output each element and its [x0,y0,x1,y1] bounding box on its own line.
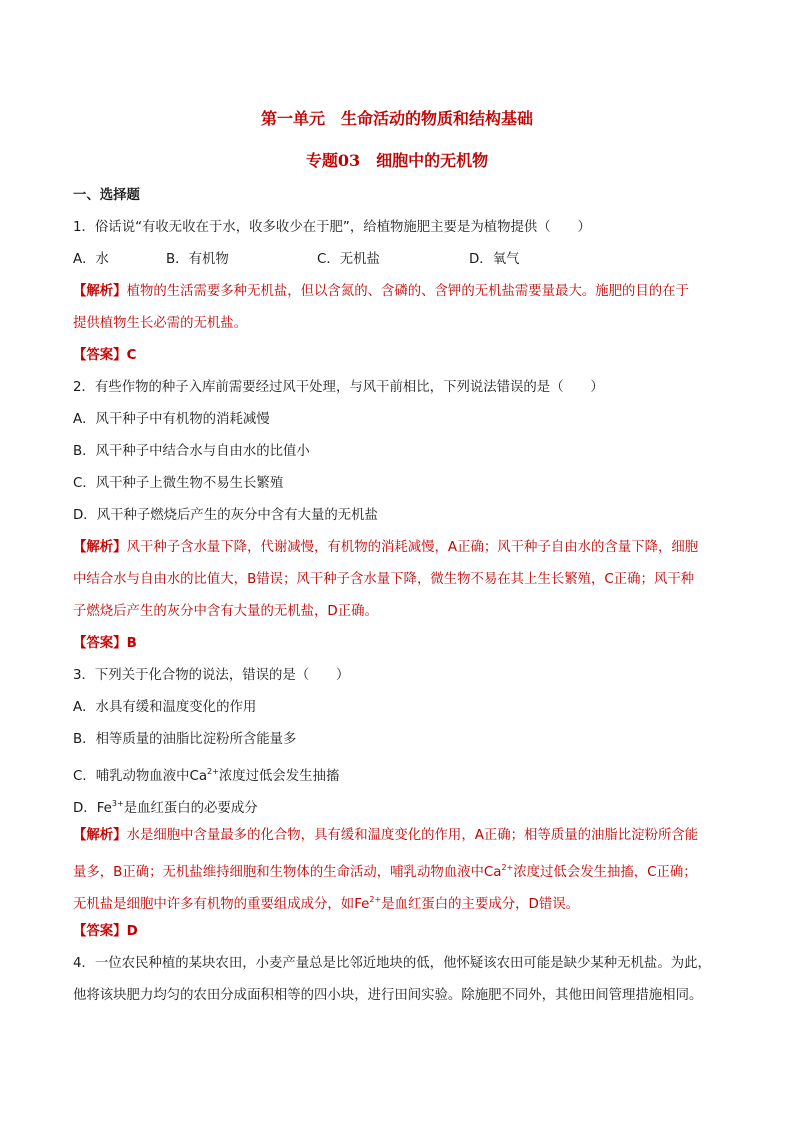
q2-answer [73,634,728,654]
q3-stem: 3．下列关于化合物的说法，错误的是（ ） [73,668,350,683]
q1-analysis-line-1 [73,282,728,302]
q2-analysis-line-3: 子燃烧后产生的灰分中含有大量的无机盐，D正确。 [73,604,378,619]
superscript: 2+ [207,767,219,776]
q3-analysis-text-3: 无机盐是细胞中许多有机物的重要组成成分，如Fe [73,897,370,912]
q1-analysis-line-2: 提供植物生长必需的无机盐。 [73,316,248,331]
q3-option-d [73,794,728,819]
q3-analysis-text-3-end: 是血红蛋白的主要成分，D错误。 [381,897,579,912]
q3-analysis-line-2 [73,858,728,883]
q3-analysis-line-1 [73,826,728,846]
superscript: 2+ [501,863,514,872]
q1-stem: 1．俗话说“有收无收在于水，收多收少在于肥”，给植物施肥主要是为植物提供（ ） [73,220,591,235]
q2-analysis-line-1 [73,538,728,558]
q3-option-d-text: D．Fe [73,801,112,816]
q1-answer-value: C [126,348,137,363]
analysis-label: 【解析】 [73,828,127,843]
q3-answer [73,922,728,942]
answer-label: 【答案】 [73,636,127,651]
q3-analysis-line-3 [73,890,728,915]
q3-option-c [73,762,728,787]
q2-analysis-line-2: 中结合水与自由水的比值大，B错误；风干种子含水量下降，微生物不易在其上生长繁殖，C正确；风干种 [73,572,695,587]
q2-option-b: B．风干种子中结合水与自由水的比值小 [73,444,310,459]
q3-analysis-text-2-end: 浓度过低会发生抽搐，C正确； [513,865,697,880]
q1-option-d: D．氧气 [469,252,520,267]
analysis-label: 【解析】 [73,540,127,555]
q3-answer-value: D [126,924,138,939]
q2-answer-value: B [126,636,137,651]
q1-answer [73,346,728,366]
q1-option-c: C．无机盐 [317,252,380,267]
superscript: 2+ [369,895,382,904]
q2-stem: 2．有些作物的种子入库前需要经过风干处理，与风干前相比，下列说法错误的是（ ） [73,380,604,395]
superscript: 3+ [111,799,124,808]
q2-option-d: D．风干种子燃烧后产生的灰分中含有大量的无机盐 [73,508,378,523]
unit-title: 第一单元 生命活动的物质和结构基础 [260,109,533,128]
q3-analysis-text: 水是细胞中含量最多的化合物，具有缓和温度变化的作用，A正确；相等质量的油脂比淀粉所含能 [126,828,699,843]
q2-analysis-text: 风干种子含水量下降，代谢减慢，有机物的消耗减慢，A正确；风干种子自由水的含量下降，细胞 [126,540,699,555]
q3-option-a: A．水具有缓和温度变化的作用 [73,700,257,715]
section-heading: 一、选择题 [73,188,140,203]
q3-option-c-text-end: 浓度过低会发生抽搐 [218,769,340,784]
q3-option-d-text-end: 是血红蛋白的必要成分 [123,801,258,816]
q1-options [73,250,728,270]
answer-label: 【答案】 [73,924,127,939]
q2-option-a: A．风干种子中有机物的消耗减慢 [73,412,270,427]
q1-option-b: B．有机物 [166,252,229,267]
q4-stem-line-1: 4．一位农民种植的某块农田，小麦产量总是比邻近地块的低，他怀疑该农田可能是缺少某种无机盐。为此， [73,956,711,971]
q3-option-b: B．相等质量的油脂比淀粉所含能量多 [73,732,297,747]
topic-title: 专题03 细胞中的无机物 [305,151,489,170]
q4-stem-line-2: 他将该块肥力均匀的农田分成面积相等的四小块，进行田间实验。除施肥不同外，其他田间管理措施相同。 [73,988,703,1003]
answer-label: 【答案】 [73,348,127,363]
q1-analysis-text: 植物的生活需要多种无机盐，但以含氮的、含磷的、含钾的无机盐需要量最大。施肥的目的在于 [126,284,689,299]
analysis-label: 【解析】 [73,284,127,299]
q3-option-c-text: C．哺乳动物血液中Ca [73,769,208,784]
q3-analysis-text-2: 量多，B正确；无机盐维持细胞和生物体的生命活动，哺乳动物血液中Ca [73,865,502,880]
q1-option-a: A．水 [73,252,109,267]
q2-option-c: C．风干种子上微生物不易生长繁殖 [73,476,284,491]
